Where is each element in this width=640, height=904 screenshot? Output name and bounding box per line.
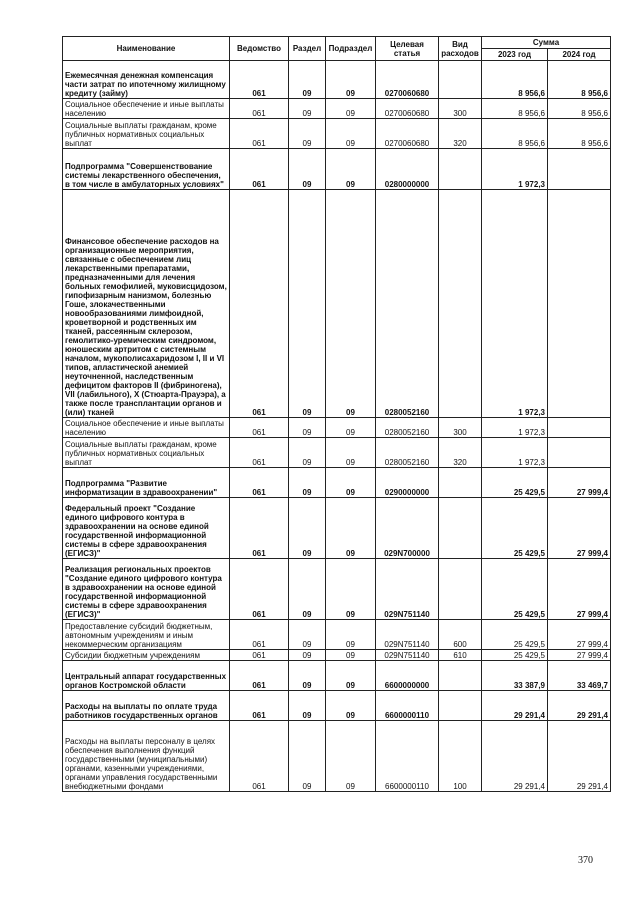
cell-celevaya: 6600000110 (376, 721, 439, 792)
cell-name: Федеральный проект "Создание единого цифрового контура в здравоохранении на основе единой государственной информационной системы в сфере здравоохранения (ЕГИСЗ)" (63, 498, 230, 559)
cell-2023: 25 429,5 (482, 498, 548, 559)
cell-vedomstvo: 061 (230, 190, 289, 418)
table-row (63, 438, 611, 468)
cell-celevaya: 0280052160 (376, 190, 439, 418)
cell-vedomstvo: 061 (230, 498, 289, 559)
cell-vid (439, 468, 482, 498)
cell-podrazdel: 09 (326, 721, 376, 792)
table-row (63, 691, 611, 721)
cell-2023: 1 972,3 (482, 418, 548, 438)
cell-vid: 320 (439, 438, 482, 468)
cell-razdel: 09 (289, 559, 326, 620)
cell-2024 (548, 418, 611, 438)
cell-2024: 8 956,6 (548, 99, 611, 119)
cell-name: Расходы на выплаты персоналу в целях обеспечения выполнения функций государственными (муниципальными) органами, казенными учреждениями, органами управления государственными внебюджетными фондами (63, 721, 230, 792)
cell-vid (439, 61, 482, 99)
cell-vid: 320 (439, 119, 482, 149)
cell-podrazdel: 09 (326, 190, 376, 418)
cell-vedomstvo: 061 (230, 99, 289, 119)
cell-2024: 27 999,4 (548, 650, 611, 661)
cell-celevaya: 029N751140 (376, 559, 439, 620)
cell-celevaya: 6600000000 (376, 661, 439, 691)
col-header-name: Наименование (63, 37, 230, 61)
cell-podrazdel: 09 (326, 691, 376, 721)
cell-podrazdel: 09 (326, 661, 376, 691)
cell-2023: 8 956,6 (482, 61, 548, 99)
cell-vedomstvo: 061 (230, 691, 289, 721)
cell-celevaya: 6600000110 (376, 691, 439, 721)
cell-2023: 25 429,5 (482, 468, 548, 498)
cell-vedomstvo: 061 (230, 61, 289, 99)
cell-2024: 33 469,7 (548, 661, 611, 691)
table-row (63, 498, 611, 559)
cell-celevaya: 0280000000 (376, 149, 439, 190)
cell-name: Ежемесячная денежная компенсация части затрат по ипотечному жилищному кредиту (займу) (63, 61, 230, 99)
table-row (63, 650, 611, 661)
cell-2023: 1 972,3 (482, 438, 548, 468)
cell-podrazdel: 09 (326, 650, 376, 661)
cell-name: Социальные выплаты гражданам, кроме публичных нормативных социальных выплат (63, 119, 230, 149)
cell-2023: 29 291,4 (482, 691, 548, 721)
cell-2023: 33 387,9 (482, 661, 548, 691)
cell-vid: 600 (439, 620, 482, 650)
cell-celevaya: 0280052160 (376, 418, 439, 438)
table-row (63, 190, 611, 418)
cell-razdel: 09 (289, 99, 326, 119)
cell-celevaya: 0270060680 (376, 99, 439, 119)
cell-vid (439, 559, 482, 620)
cell-2024: 27 999,4 (548, 559, 611, 620)
cell-name: Субсидии бюджетным учреждениям (63, 650, 230, 661)
cell-vid (439, 498, 482, 559)
cell-2024: 27 999,4 (548, 498, 611, 559)
col-header-celevaya: Целевая статья (376, 37, 439, 61)
cell-razdel: 09 (289, 61, 326, 99)
table-row (63, 661, 611, 691)
col-header-razdel: Раздел (289, 37, 326, 61)
cell-vid (439, 149, 482, 190)
cell-celevaya: 029N751140 (376, 650, 439, 661)
cell-vedomstvo: 061 (230, 620, 289, 650)
col-header-podrazdel: Подраздел (326, 37, 376, 61)
cell-celevaya: 029N751140 (376, 620, 439, 650)
cell-2024: 27 999,4 (548, 620, 611, 650)
cell-2024: 27 999,4 (548, 468, 611, 498)
page-number: 370 (578, 855, 593, 866)
cell-razdel: 09 (289, 190, 326, 418)
cell-2023: 25 429,5 (482, 650, 548, 661)
cell-vedomstvo: 061 (230, 661, 289, 691)
cell-podrazdel: 09 (326, 61, 376, 99)
cell-vid: 300 (439, 418, 482, 438)
col-header-2024: 2024 год (548, 49, 611, 61)
table-row (63, 149, 611, 190)
cell-name: Расходы на выплаты по оплате труда работников государственных органов (63, 691, 230, 721)
cell-celevaya: 0280052160 (376, 438, 439, 468)
cell-name: Социальные выплаты гражданам, кроме публичных нормативных социальных выплат (63, 438, 230, 468)
table-row (63, 721, 611, 792)
cell-vid (439, 190, 482, 418)
cell-2024 (548, 438, 611, 468)
cell-celevaya: 0290000000 (376, 468, 439, 498)
cell-razdel: 09 (289, 498, 326, 559)
cell-celevaya: 0270060680 (376, 119, 439, 149)
cell-name: Социальное обеспечение и иные выплаты населению (63, 418, 230, 438)
table-row (63, 119, 611, 149)
cell-2023: 8 956,6 (482, 99, 548, 119)
cell-podrazdel: 09 (326, 438, 376, 468)
cell-celevaya: 0270060680 (376, 61, 439, 99)
cell-podrazdel: 09 (326, 418, 376, 438)
table-row (63, 99, 611, 119)
budget-table (62, 36, 611, 792)
cell-razdel: 09 (289, 620, 326, 650)
cell-razdel: 09 (289, 650, 326, 661)
cell-razdel: 09 (289, 661, 326, 691)
cell-razdel: 09 (289, 468, 326, 498)
cell-2024 (548, 190, 611, 418)
cell-2024: 8 956,6 (548, 119, 611, 149)
cell-vid: 300 (439, 99, 482, 119)
cell-podrazdel: 09 (326, 119, 376, 149)
cell-podrazdel: 09 (326, 468, 376, 498)
cell-2024: 29 291,4 (548, 721, 611, 792)
cell-2023: 8 956,6 (482, 119, 548, 149)
cell-name: Подпрограмма "Развитие информатизации в здравоохранении" (63, 468, 230, 498)
cell-2023: 25 429,5 (482, 620, 548, 650)
cell-vedomstvo: 061 (230, 650, 289, 661)
cell-2023: 1 972,3 (482, 190, 548, 418)
cell-2024: 8 956,6 (548, 61, 611, 99)
cell-name: Финансовое обеспечение расходов на организационные мероприятия, связанные с обеспечением лиц лекарственными препаратами, предназначенными для лечения больных гемофилией, муковисцидозом, гипофизарным нанизмом, болезнью Гоше, злокачественными новообразованиями лимфоидной, кроветворной и родственных им тканей, рассеянным склерозом, гемолитико-уремическим синдромом, юношеским артритом с системным началом, мукополисахаридозом I, II и VI типов, апластической анемией неуточненной, наследственным дефицитом факторов II (фибриногена), VII (лабильного), X (Стюарта-Прауэра), а также после трансплантации органов и (или) тканей (63, 190, 230, 418)
cell-name: Центральный аппарат государственных органов Костромской области (63, 661, 230, 691)
cell-razdel: 09 (289, 721, 326, 792)
cell-2023: 1 972,3 (482, 149, 548, 190)
cell-vedomstvo: 061 (230, 559, 289, 620)
table-row (63, 61, 611, 99)
cell-razdel: 09 (289, 691, 326, 721)
cell-podrazdel: 09 (326, 149, 376, 190)
cell-2023: 25 429,5 (482, 559, 548, 620)
cell-podrazdel: 09 (326, 498, 376, 559)
cell-2023: 29 291,4 (482, 721, 548, 792)
cell-name: Социальное обеспечение и иные выплаты населению (63, 99, 230, 119)
cell-vid: 610 (439, 650, 482, 661)
cell-vedomstvo: 061 (230, 149, 289, 190)
table-row (63, 620, 611, 650)
cell-vid: 100 (439, 721, 482, 792)
col-header-vedomstvo: Ведомство (230, 37, 289, 61)
cell-razdel: 09 (289, 438, 326, 468)
cell-podrazdel: 09 (326, 620, 376, 650)
cell-vedomstvo: 061 (230, 721, 289, 792)
cell-vedomstvo: 061 (230, 468, 289, 498)
table-row (63, 559, 611, 620)
col-header-vid: Вид расходов (439, 37, 482, 61)
cell-vedomstvo: 061 (230, 418, 289, 438)
cell-podrazdel: 09 (326, 559, 376, 620)
cell-2024 (548, 149, 611, 190)
cell-razdel: 09 (289, 119, 326, 149)
cell-vid (439, 691, 482, 721)
cell-razdel: 09 (289, 418, 326, 438)
col-header-2023: 2023 год (482, 49, 548, 61)
cell-celevaya: 029N700000 (376, 498, 439, 559)
cell-name: Подпрограмма "Совершенствование системы лекарственного обеспечения, в том числе в амбулаторных условиях" (63, 149, 230, 190)
table-row (63, 468, 611, 498)
cell-2024: 29 291,4 (548, 691, 611, 721)
cell-name: Реализация региональных проектов "Создание единого цифрового контура в здравоохранении на основе единой государственной информационной системы в сфере здравоохранения (ЕГИСЗ)" (63, 559, 230, 620)
cell-vedomstvo: 061 (230, 438, 289, 468)
table-row (63, 418, 611, 438)
cell-podrazdel: 09 (326, 99, 376, 119)
cell-vedomstvo: 061 (230, 119, 289, 149)
cell-vid (439, 661, 482, 691)
cell-name: Предоставление субсидий бюджетным, автономным учреждениям и иным некоммерческим организациям (63, 620, 230, 650)
cell-razdel: 09 (289, 149, 326, 190)
col-header-summa: Сумма (482, 37, 611, 49)
